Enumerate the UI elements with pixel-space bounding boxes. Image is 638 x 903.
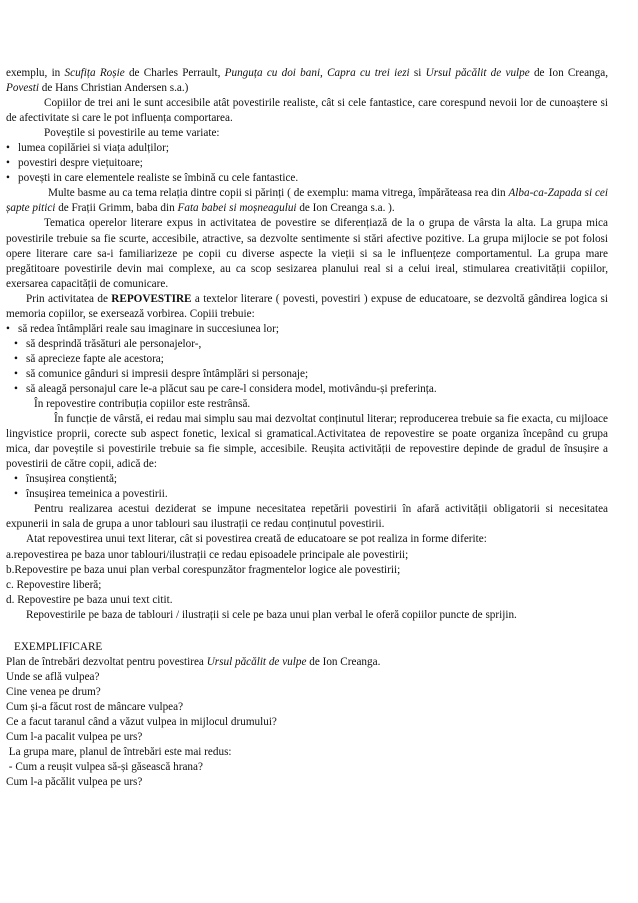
list-item: • însușirea temeinica a povestirii. [6, 487, 608, 502]
bullet-icon: • [6, 157, 10, 170]
list-item: • povești in care elementele realiste se îmbină cu cele fantastice. [6, 171, 608, 186]
document-page [6, 66, 608, 790]
paragraph-themes-intro: Poveștile si povestirile au teme variate: [44, 127, 220, 140]
list-item: b.Repovestire pe baza unui plan verbal corespunzător fragmentelor logice ale povestirii; [6, 563, 401, 576]
text: si [409, 67, 426, 79]
story-title: Scufița Roșie [64, 67, 125, 79]
list-item: • să aprecieze fapte ale acestora; [6, 352, 608, 367]
list-item: • lumea copilăriei si viața adulților; [6, 141, 608, 156]
section-heading: EXEMPLIFICARE [14, 640, 103, 653]
paragraph-fairy-tales: Multe basme au ca tema relația dintre copii si părinți ( de exemplu: mama vitrega, împărăteasa rea din Alba-ca-Zapada si cei șapte pitici de Frații Grimm, baba din Fata babei si moșneagului de Ion Creanga s.a. ). [6, 187, 608, 215]
list-item: • povestiri despre viețuitoare; [6, 156, 608, 171]
keyword: REPOVESTIRE [111, 292, 192, 305]
paragraph-repetition: Pentru realizarea acestui deziderat se impune necesitatea repetării povestirii în afară activității obligatorii si necesitatea expunerii in sala de grupa a unor tablouri sau ilustrații ce redau conținutul povestirii. [6, 503, 608, 531]
bullet-icon: • [14, 367, 18, 380]
list-item: c. Repovestire liberă; [6, 578, 102, 591]
bullet-icon: • [14, 488, 18, 501]
text: exemplu, in [6, 67, 65, 79]
list-item: d. Repovestire pe baza unui text citit. [6, 593, 173, 606]
paragraph-support: Repovestirile pe baza de tablouri / ilustrații si cele pe baza unui plan verbal le oferă copiilor puncte de sprijin. [26, 608, 517, 621]
bullet-icon: • [14, 337, 18, 350]
paragraph-retelling: Prin activitatea de REPOVESTIRE a textelor literare ( povesti, povestiri ) expuse de educatoare, se dezvoltă gândirea logica si memoria copiilor, se exersează vorbirea. Copiii trebuie: [6, 292, 608, 320]
story-title: Punguța cu doi bani, Capra cu trei iezi [224, 67, 410, 79]
question: Cine venea pe drum? [6, 685, 101, 698]
question: Ce a facut taranul când a văzut vulpea in mijlocul drumului? [6, 715, 277, 728]
list-item: • să redea întâmplări reale sau imaginare in succesiunea lor; [6, 322, 608, 337]
story-title: Alba-ca-Zapada si cei șapte pitici [6, 187, 608, 215]
story-title: Ursul păcălit de vulpe [206, 655, 307, 668]
paragraph-examples [6, 66, 608, 96]
question: Unde se află vulpea? [6, 670, 100, 683]
paragraph-contribution: În repovestire contribuția copiilor este restrânsă. [34, 398, 251, 411]
text: de Ion Creanga, [529, 67, 609, 79]
list-item: • să comunice gânduri si impresii despre întâmplări si personaje; [6, 367, 608, 382]
bullet-icon: • [14, 382, 18, 395]
bullet-icon: • [14, 473, 18, 486]
paragraph-age: În funcție de vârstă, ei redau mai simplu sau mai dezvoltat conținutul literar; reproducerea trebuie sa fie exacta, cu mijloace lingvistice proprii, corecte sub aspect fonetic, lexical si gramatical.Activitatea de repovestire se poate organiza începând cu grupa mica, dar poveștile si povestirile trebuie sa fie simple, accesibile. Reușita activității de repovestire depinde de gradul de însușire a povestirii de către copii, adică de: [6, 413, 608, 471]
paragraph-thematics: Tematica operelor literare expus in activitatea de povestire se diferențiază de la o grupa de vârsta la alta. La grupa mica povestirile trebuie sa fie scurte, accesibile, atractive, sa dezvolte sentimente si stări afective pozitive. La grupa mijlocie se pot folosi opere literare care sa-i familiarizeze pe copii cu diverse aspecte la vieții si sa le influențeze comportamentul. La grupa mare pregătitoare povestirile devin mai complexe, au ca scop sesizarea planului real si a celui ireal, stimularea creativității copiilor, exersarea capacității de comunicare. [6, 217, 608, 290]
story-title: Ursul păcălit de vulpe [425, 67, 530, 79]
paragraph-forms-intro: Atat repovestirea unui text literar, cât si povestirea creată de educatoare se pot realiza in forme diferite: [26, 533, 487, 546]
big-group-intro: La grupa mare, planul de întrebări este mai redus: [6, 746, 232, 759]
question: Cum l-a pacalit vulpea pe urs? [6, 731, 143, 744]
bullet-icon: • [6, 322, 10, 335]
paragraph-three-year-olds: Copiilor de trei ani le sunt accesibile atât povestirile realiste, cât si cele fantastice, care corespund nevoii lor de cunoaștere si de afectivitate si care le pot influența comportarea. [6, 97, 608, 125]
list-item: • să aleagă personajul care le-a plăcut sau pe care-l considera model, motivându-și preferința. [6, 382, 608, 397]
list-item: • însușirea conștientă; [6, 472, 608, 487]
question: - Cum a reușit vulpea să-și găsească hrana? [6, 761, 203, 774]
text: de Hans Christian Andersen s.a.) [38, 82, 189, 95]
spacer [6, 623, 608, 640]
question: Cum l-a păcălit vulpea pe urs? [6, 776, 143, 789]
story-title: Povesti [6, 82, 39, 95]
plan-intro: Plan de întrebări dezvoltat pentru povestirea Ursul păcălit de vulpe de Ion Creanga. [6, 655, 381, 668]
bullet-icon: • [6, 172, 10, 185]
bullet-icon: • [14, 352, 18, 365]
text: de Charles Perrault, [124, 67, 225, 79]
question: Cum și-a făcut rost de mâncare vulpea? [6, 700, 184, 713]
list-item: a.repovestirea pe baza unor tablouri/ilustrații ce redau episoadele principale ale povestirii; [6, 548, 409, 561]
bullet-icon: • [6, 142, 10, 155]
list-item: • să desprindă trăsături ale personajelor-, [6, 337, 608, 352]
story-title: Fata babei si moșneagului [177, 202, 297, 215]
